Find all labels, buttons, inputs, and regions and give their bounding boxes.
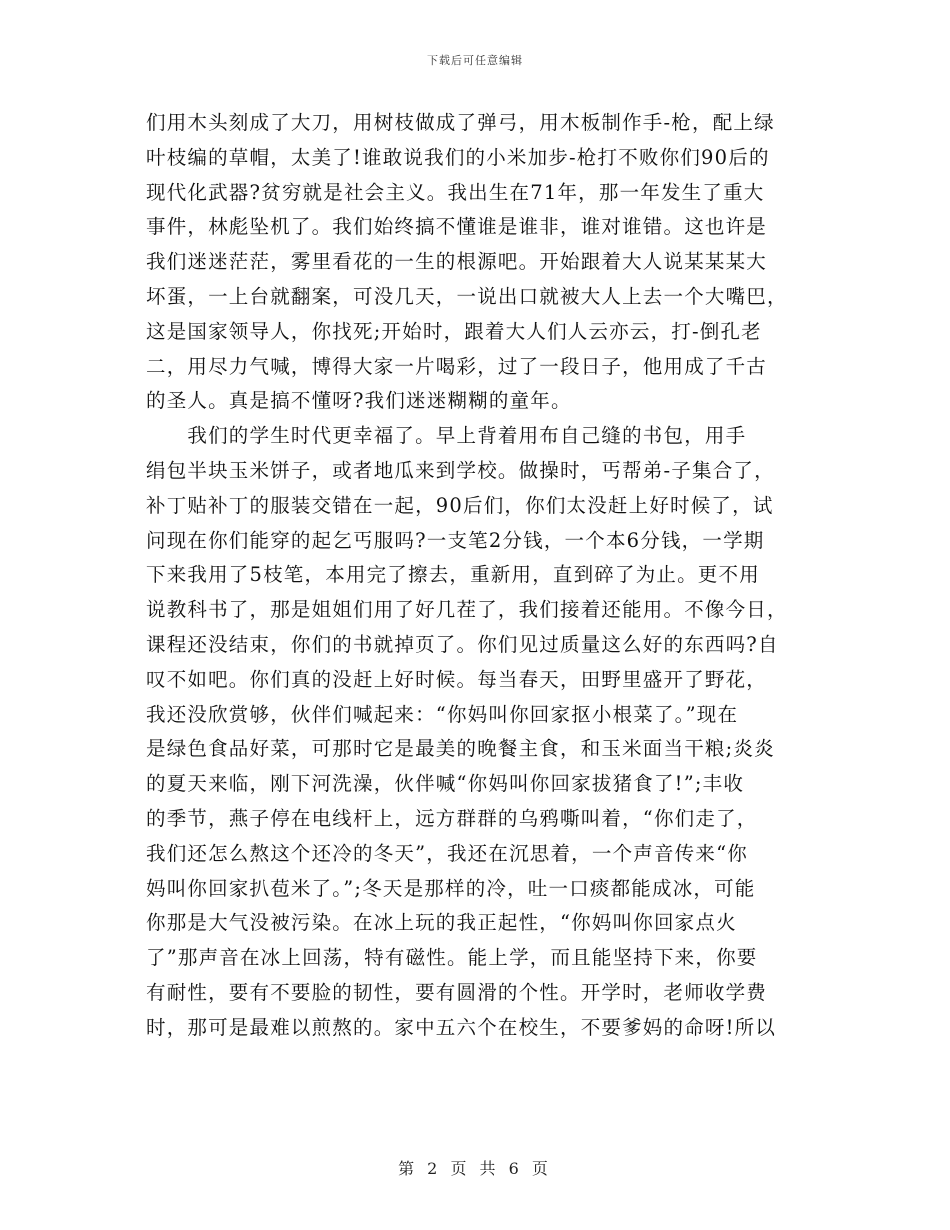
text-line: 了”那声音在冰上回荡，特有磁性。能上学，而且能坚持下来，你要 [146, 946, 758, 970]
text-line: 叹不如吧。你们真的没赶上好时候。每当春天，田野里盛开了野花， [146, 667, 768, 691]
text-line: 我还没欣赏够，伙伴们喊起来：“你妈叫你回家抠小根菜了。”现在 [146, 702, 739, 726]
text-line: 时，那可是最难以煎熬的。家中五六个在校生，不要爹妈的命呀!所以 [146, 1015, 777, 1039]
text-line: 的夏天来临，刚下河洗澡，伙伴喊“你妈叫你回家拔猪食了!”;丰收 [146, 772, 745, 796]
text-line: 妈叫你回家扒苞米了。”;冬天是那样的冷，吐一口痰都能成冰，可能 [146, 876, 756, 900]
text-line: 的圣人。真是搞不懂呀?我们迷迷糊糊的童年。 [146, 389, 572, 413]
text-line: 我们还怎么熬这个还冷的冬天”，我还在沉思着，一个声音传来“你 [146, 841, 748, 865]
text-line: 绢包半块玉米饼子，或者地瓜来到学校。做操时，丐帮弟-子集合了， [146, 458, 775, 482]
text-line: 说教科书了，那是姐姐们用了好几茬了，我们接着还能用。不像今日， [146, 598, 788, 622]
text-line: 现代化武器?贫穷就是社会主义。我出生在71年，那一年发生了重大 [146, 180, 765, 204]
text-line: 事件，林彪坠机了。我们始终搞不懂谁是谁非，谁对谁错。这也许是 [146, 215, 768, 239]
text-line: 坏蛋，一上台就翻案，可没几天，一说出口就被大人上去一个大嘴巴， [146, 284, 788, 308]
text-line: 的季节，燕子停在电线杆上，远方群群的乌鸦嘶叫着，“你们走了， [146, 806, 758, 830]
text-line: 补丁贴补丁的服装交错在一起，90后们，你们太没赶上好时候了，试 [146, 493, 774, 517]
text-line: 我们迷迷茫茫，雾里看花的一生的根源吧。开始跟着大人说某某某大 [146, 250, 768, 274]
text-line: 二，用尽力气喊，博得大家一片喝彩，过了一段日子，他用成了千古 [146, 354, 768, 378]
text-line: 我们的学生时代更幸福了。早上背着用布自己缝的书包，用手 [146, 424, 747, 448]
text-line: 课程还没结束，你们的书就掉页了。你们见过质量这么好的东西吗?自 [146, 632, 779, 656]
page-number-footer: 第 2 页 共 6 页 [398, 1159, 552, 1178]
text-line: 叶枝编的草帽，太美了!谁敢说我们的小米加步-枪打不败你们90后的 [146, 145, 770, 169]
text-line: 有耐性，要有不要脸的韧性，要有圆滑的个性。开学时，老师收学费 [146, 980, 768, 1004]
text-line: 下来我用了5枝笔，本用完了擦去，重新用，直到碎了为止。更不用 [146, 563, 760, 587]
document-body [146, 106, 806, 1046]
page-header: 下载后可任意编辑 [427, 54, 523, 67]
text-line: 问现在你们能穿的起乞丐服吗?一支笔2分钱，一个本6分钱，一学期 [146, 528, 765, 552]
text-line: 你那是大气没被污染。在冰上玩的我正起性，“你妈叫你回家点火 [146, 911, 737, 935]
text-line: 们用木头刻成了大刀，用树枝做成了弹弓，用木板制作手-枪，配上绿 [146, 111, 775, 134]
text-line: 是绿色食品好菜，可那时它是最美的晚餐主食，和玉米面当干粮;炎炎 [146, 737, 775, 761]
text-line: 这是国家领导人，你找死;开始时，跟着大人们人云亦云，打-倒孔老 [146, 319, 762, 343]
